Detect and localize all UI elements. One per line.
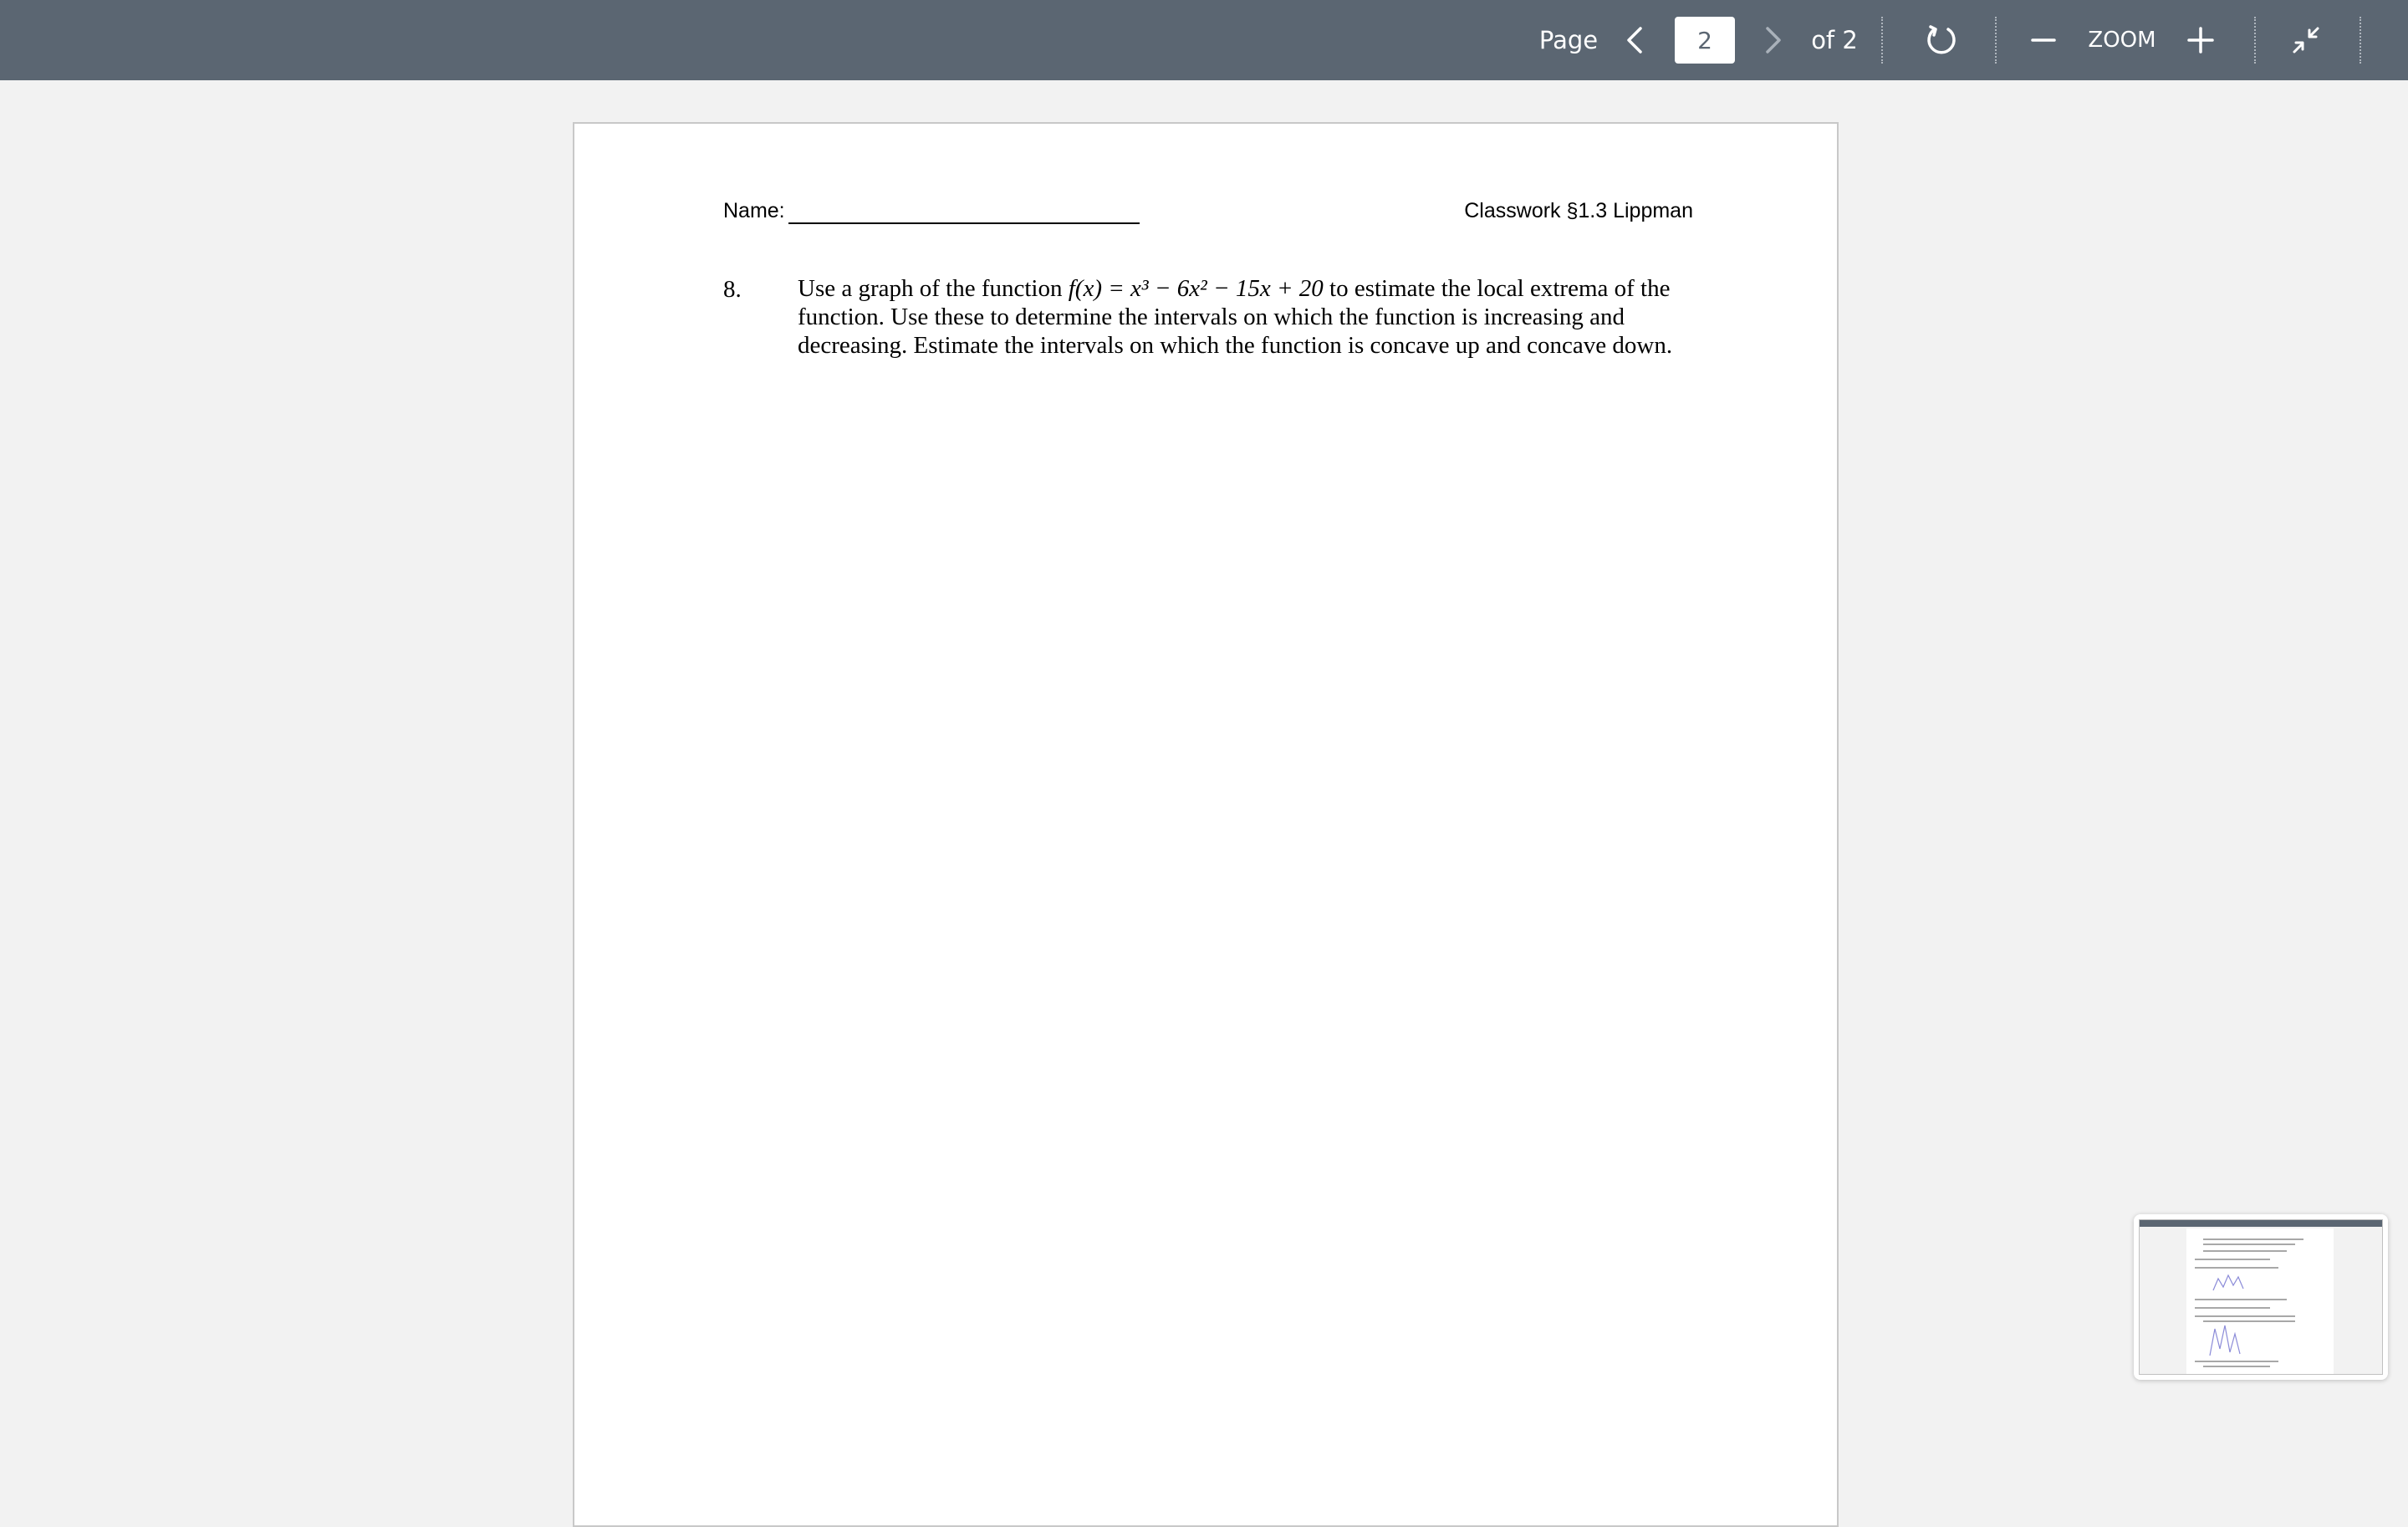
thumbnail-line [2195,1361,2278,1362]
rotate-button[interactable] [1915,0,1968,80]
thumbnail-line [2203,1244,2295,1245]
function-name: f [1068,275,1075,302]
function-rhs: = x³ − 6x² − 15x + 20 [1101,275,1324,302]
problem-text [798,274,1684,360]
thumbnail-line [2195,1307,2270,1309]
plus-icon [2187,27,2214,54]
toolbar-divider [1881,17,1883,64]
thumbnail-line [2195,1299,2287,1300]
toolbar-divider [2360,17,2361,64]
thumbnail-page [2186,1228,2334,1375]
next-page-button[interactable] [1754,0,1793,80]
thumbnail-line [2195,1259,2270,1260]
page-count-label: of 2 [1811,26,1858,54]
thumbnail-toolbar [2140,1220,2382,1227]
problem-text-body: to estimate the local extrema of the function. Use these to determine the intervals on which the function is increasing and decreasing. Estimate the intervals on which the function is concave up and concave down. [798,275,1673,359]
page-number-input[interactable] [1675,17,1735,64]
thumbnail-preview [2139,1219,2383,1375]
problem-number: 8. [723,276,742,303]
toolbar-divider [1995,17,1997,64]
thumbnail-line [2203,1238,2303,1240]
minus-icon [2031,28,2056,53]
thumbnail-line [2203,1320,2295,1322]
previous-page-button[interactable] [1615,0,1654,80]
toolbar-divider [2254,17,2256,64]
collapse-button[interactable] [2283,0,2329,80]
function-argument: (x) [1074,275,1102,302]
thumbnail-graph [2208,1324,2242,1357]
rotate-icon [1924,23,1959,58]
page-thumbnail[interactable] [2134,1214,2388,1380]
thumbnail-graph [2212,1272,2245,1292]
thumbnail-line [2195,1267,2278,1269]
zoom-label: ZOOM [2088,28,2156,53]
viewer-toolbar [0,0,2408,80]
page-label: Page [1538,26,1599,54]
collapse-arrows-icon [2291,25,2321,55]
zoom-out-button[interactable] [2023,0,2064,80]
problem-text-intro: Use a graph of the function [798,275,1069,302]
course-title: Classwork §1.3 Lippman [1464,199,1693,222]
name-label: Name: [723,199,785,222]
document-page [573,122,1839,1527]
thumbnail-line [2203,1250,2287,1252]
thumbnail-line [2203,1366,2270,1367]
thumbnail-line [2195,1315,2295,1317]
name-blank-line [788,222,1140,224]
worksheet-header [723,199,1693,232]
chevron-left-icon [1625,26,1644,54]
zoom-in-button[interactable] [2179,0,2222,80]
function-expression [1069,275,1324,302]
chevron-right-icon [1764,26,1783,54]
